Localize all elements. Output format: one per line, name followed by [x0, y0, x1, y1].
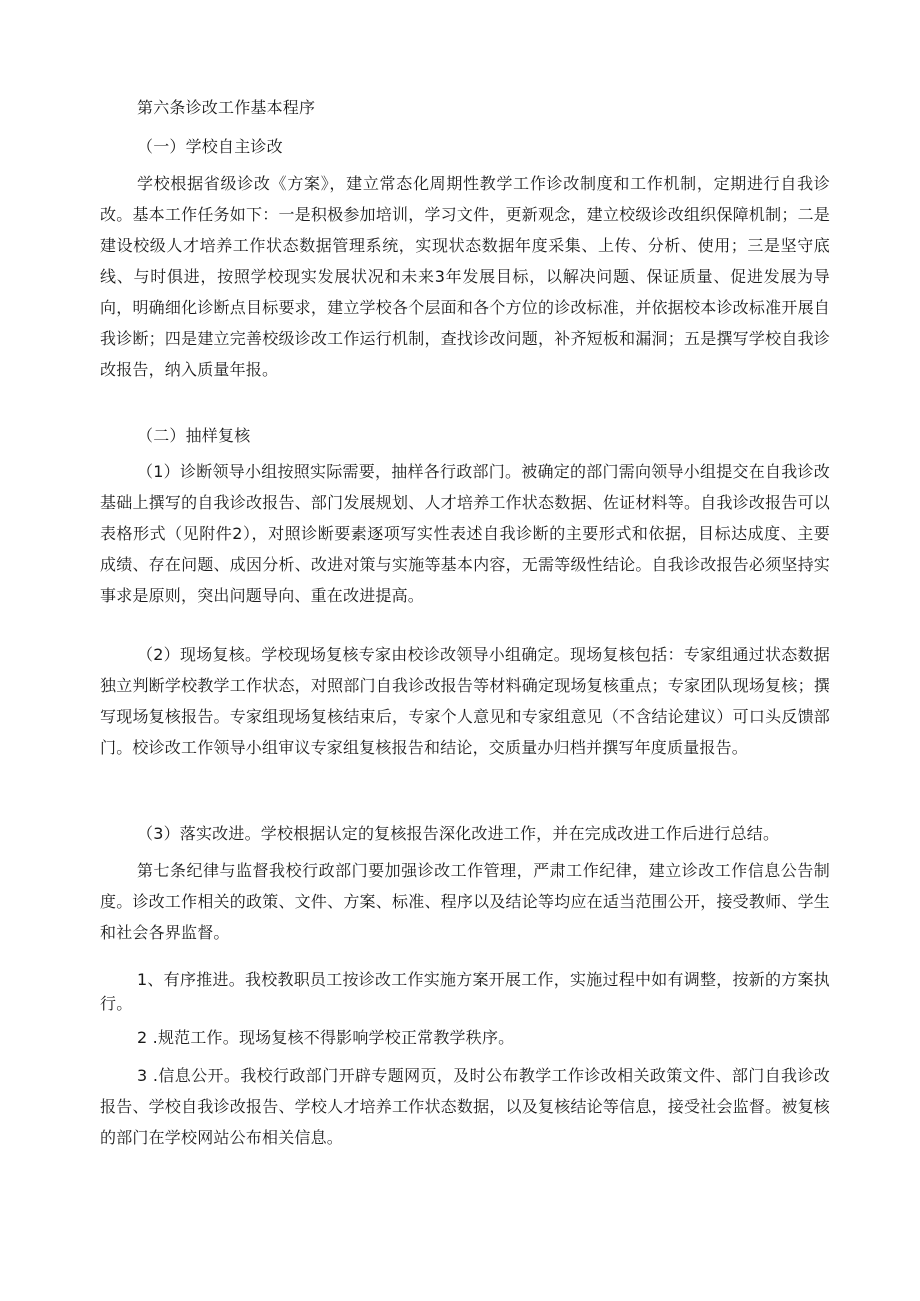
item-1-paragraph: （1）诊断领导小组按照实际需要，抽样各行政部门。被确定的部门需向领导小组提交在自我诊改基础上撰写的自我诊改报告、部门发展规划、人才培养工作状态数据、佐证材料等。自我诊改报告可以表格形式（见附件2），对照诊断要素逐项写实性表述自我诊断的主要形式和依据，目标达成度、主要成绩、存在问题、成因分析、改进对策与实施等基本内容，无需等级性结论。自我诊改报告必须坚持实事求是原则，突出问题导向、重在改进提高。	[100, 462, 830, 605]
item-2-paragraph: （2）现场复核。学校现场复核专家由校诊改领导小组确定。现场复核包括：专家组通过状态数据独立判断学校教学工作状态，对照部门自我诊改报告等材料确定现场复核重点；专家团队现场复核；撰写现场复核报告。专家组现场复核结束后，专家个人意见和专家组意见（不含结论建议）可口头反馈部门。校诊改工作领导小组审议专家组复核报告和结论，交质量办归档并撰写年度质量报告。	[100, 645, 830, 757]
section-1-body: 学校根据省级诊改《方案》，建立常态化周期性教学工作诊改制度和工作机制，定期进行自我诊改。基本工作任务如下：一是积极参加培训，学习文件，更新观念，建立校级诊改组织保障机制；二是建设校级人才培养工作状态数据管理系统，实现状态数据年度采集、上传、分析、使用；三是坚守底线、与时俱进，按照学校现实发展状况和未来3年发展目标，以解决问题、保证质量、促进发展为导向，明确细化诊断点目标要求，建立学校各个层面和各个方位的诊改标准，并依据校本诊改标准开展自我诊断；四是建立完善校级诊改工作运行机制，查找诊改问题，补齐短板和漏洞；五是撰写学校自我诊改报告，纳入质量年报。	[100, 174, 830, 379]
section-1-heading: （一）学校自主诊改	[137, 137, 283, 156]
rule-2-paragraph: 2 .规范工作。现场复核不得影响学校正常教学秩序。	[137, 1028, 515, 1047]
rule-3-paragraph: 3 .信息公开。我校行政部门开辟专题网页，及时公布教学工作诊改相关政策文件、部门自我诊改报告、学校自我诊改报告、学校人才培养工作状态数据，以及复核结论等信息，接受社会监督。被复核的部门在学校网站公布相关信息。	[100, 1066, 830, 1147]
article-7-paragraph: 第七条纪律与监督我校行政部门要加强诊改工作管理，严肃工作纪律，建立诊改工作信息公告制度。诊改工作相关的政策、文件、方案、标准、程序以及结论等均应在适当范围公开，接受教师、学生和社会各界监督。	[100, 861, 830, 942]
article-6-heading: 第六条诊改工作基本程序	[137, 98, 316, 117]
item-3-paragraph: （3）落实改进。学校根据认定的复核报告深化改进工作，并在完成改进工作后进行总结。	[137, 824, 780, 843]
section-2-heading: （二）抽样复核	[137, 426, 251, 445]
rule-1-paragraph: 1、有序推进。我校教职员工按诊改工作实施方案开展工作，实施过程中如有调整，按新的方案执行。	[100, 970, 830, 1013]
